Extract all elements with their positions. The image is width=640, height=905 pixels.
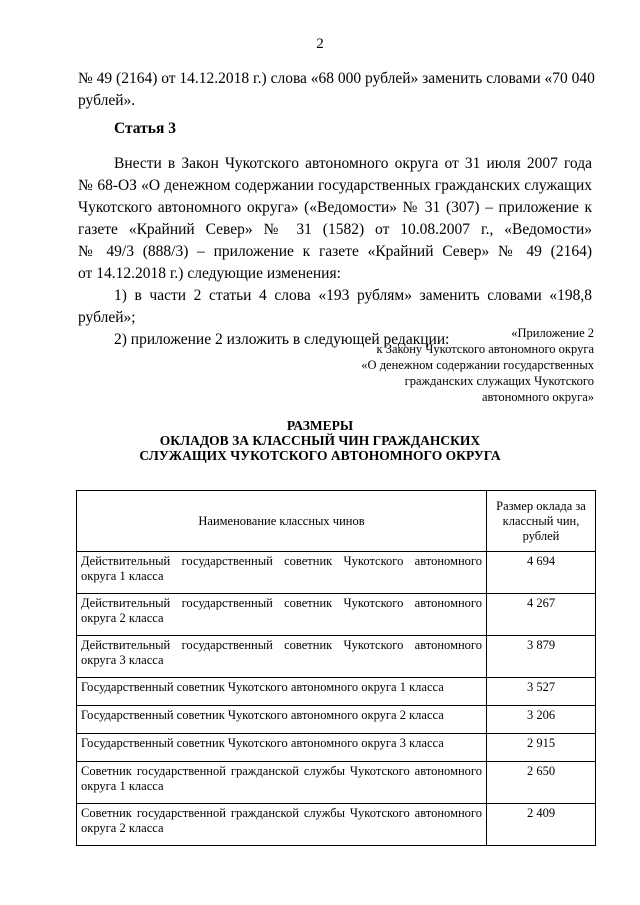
article-line: от 14.12.2018 г.) следующие изменения: xyxy=(78,265,341,282)
rank-name: Государственный советник Чукотского автономного округа 2 класса xyxy=(77,706,487,734)
item-2-line: 2) приложение 2 изложить в следующей редакции: xyxy=(114,331,450,348)
table-header-row xyxy=(77,491,596,552)
appendix-reference xyxy=(361,325,594,405)
header-salary: Размер оклада за классный чин, рублей xyxy=(487,491,596,552)
title-line: СЛУЖАЩИХ ЧУКОТСКОГО АВТОНОМНОГО ОКРУГА xyxy=(139,448,501,463)
article-line: газете «Крайний Север» № 31 (1582) от 10.08.2007 г., «Ведомости» xyxy=(78,221,592,238)
rank-salary: 4 267 xyxy=(487,594,596,636)
page-number: 2 xyxy=(316,36,324,52)
rank-salary: 3 527 xyxy=(487,678,596,706)
table-title xyxy=(0,418,640,463)
article-heading: Статья 3 xyxy=(114,120,176,137)
appendix-line: гражданских служащих Чукотского xyxy=(404,374,594,388)
article-paragraph xyxy=(78,153,592,351)
table-row xyxy=(77,678,596,706)
rank-salary: 3 879 xyxy=(487,636,596,678)
header-name: Наименование классных чинов xyxy=(77,491,487,552)
rank-salary: 2 409 xyxy=(487,804,596,846)
appendix-line: к Закону Чукотского автономного округа xyxy=(376,342,594,356)
article-line: № 68-ОЗ «О денежном содержании государственных гражданских служащих xyxy=(78,177,592,194)
table-row xyxy=(77,706,596,734)
table-row xyxy=(77,734,596,762)
rank-name: Советник государственной гражданской службы Чукотского автономного округа 2 класса xyxy=(77,804,487,846)
appendix-line: «О денежном содержании государственных xyxy=(361,358,594,372)
rank-name: Советник государственной гражданской службы Чукотского автономного округа 1 класса xyxy=(77,762,487,804)
title-line: РАЗМЕРЫ xyxy=(286,418,354,433)
rank-salary: 2 650 xyxy=(487,762,596,804)
rank-name: Государственный советник Чукотского автономного округа 1 класса xyxy=(77,678,487,706)
rank-name: Действительный государственный советник Чукотского автономного округа 3 класса xyxy=(77,636,487,678)
table-row xyxy=(77,594,596,636)
item-1-line: 1) в части 2 статьи 4 слова «193 рублям» заменить словами «198,8 xyxy=(114,287,592,304)
article-line: Чукотского автономного округа» («Ведомости» № 31 (307) – приложение к xyxy=(78,199,592,216)
article-line: № 49/3 (888/3) – приложение к газете «Крайний Север» № 49 (2164) xyxy=(78,243,592,260)
rank-name: Действительный государственный советник Чукотского автономного округа 1 класса xyxy=(77,552,487,594)
item-1-line: рублей»; xyxy=(78,309,136,326)
salary-table xyxy=(76,490,596,846)
article-line: Внести в Закон Чукотского автономного округа от 31 июля 2007 года xyxy=(114,155,592,172)
rank-salary: 2 915 xyxy=(487,734,596,762)
rank-name: Государственный советник Чукотского автономного округа 3 класса xyxy=(77,734,487,762)
rank-salary: 3 206 xyxy=(487,706,596,734)
title-line: ОКЛАДОВ ЗА КЛАССНЫЙ ЧИН ГРАЖДАНСКИХ xyxy=(159,433,481,448)
intro-line: рублей». xyxy=(78,92,136,109)
appendix-line: автономного округа» xyxy=(481,390,594,404)
table-row xyxy=(77,762,596,804)
intro-line: № 49 (2164) от 14.12.2018 г.) слова «68 000 рублей» заменить словами «70 040 xyxy=(78,70,595,87)
intro-paragraph xyxy=(78,68,595,112)
appendix-line: «Приложение 2 xyxy=(511,326,594,340)
table-row xyxy=(77,804,596,846)
table-row xyxy=(77,552,596,594)
rank-name: Действительный государственный советник Чукотского автономного округа 2 класса xyxy=(77,594,487,636)
table-row xyxy=(77,636,596,678)
rank-salary: 4 694 xyxy=(487,552,596,594)
